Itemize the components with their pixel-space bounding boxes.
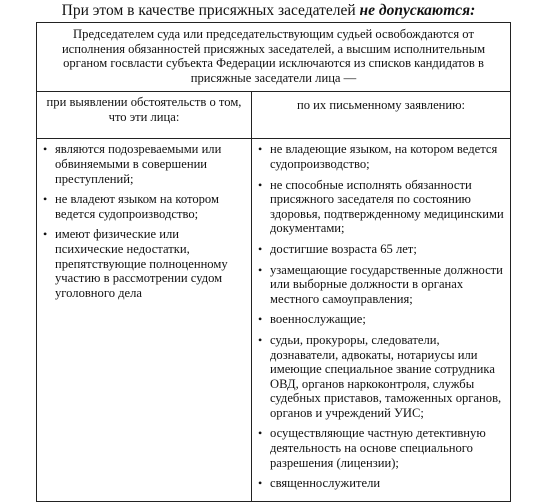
eligibility-table [36, 22, 511, 502]
heading-text: При этом в качестве присяжных заседателей [61, 2, 356, 19]
list-item: • узамещающие государственные должности или выборные должности в органах местного самоуправления; [258, 263, 504, 307]
list-item: • священнослужители [258, 476, 504, 491]
right-column-cell [252, 139, 511, 501]
left-column-cell [37, 139, 252, 501]
right-column-header-text: по их письменному заявлению: [296, 98, 466, 113]
list-item: • не способные исполнять обязанности присяжного заседателя по состоянию здоровья, подтвержденному медицинскими документами; [258, 178, 504, 236]
left-column-header: при выявлении обстоятельств о том, что эти лица: [37, 92, 252, 139]
heading-emphasis: не допускаются: [359, 2, 476, 19]
right-list [252, 139, 510, 500]
list-item: • не владеющие языком, на котором ведется судопроизводство; [258, 142, 504, 171]
list-item: • являются подозреваемыми или обвиняемыми в совершении преступлений; [43, 142, 245, 186]
list-item: • достигшие возраста 65 лет; [258, 242, 504, 257]
section-heading [0, 2, 537, 20]
table-intro: Председателем суда или председательствующим судьей освобождаются от исполнения обязанностей присяжных заседателей, а высшим исполнительным органом госвласти субъекта Федерации исключаются из списков кандидатов в присяжные заседатели лица — [37, 23, 511, 92]
list-item: • имеют физические или психические недостатки, препятствующие полноценному участию в рассмотрении судом уголовного дела [43, 227, 245, 300]
right-column-header [252, 92, 511, 139]
list-item: • не владеют языком на котором ведется судопроизводство; [43, 192, 245, 221]
list-item: • осуществляющие частную детективную деятельность на основе специального разрешения (лицензии); [258, 426, 504, 470]
list-item: • военнослужащие; [258, 312, 504, 327]
left-list [37, 139, 251, 310]
list-item: • судьи, прокуроры, следователи, дознаватели, адвокаты, нотариусы или имеющие специальное звание сотрудника ОВД, органов наркоконтроля, службы судебных приставов, таможенных органов, органов и учреждений УИС; [258, 333, 504, 421]
